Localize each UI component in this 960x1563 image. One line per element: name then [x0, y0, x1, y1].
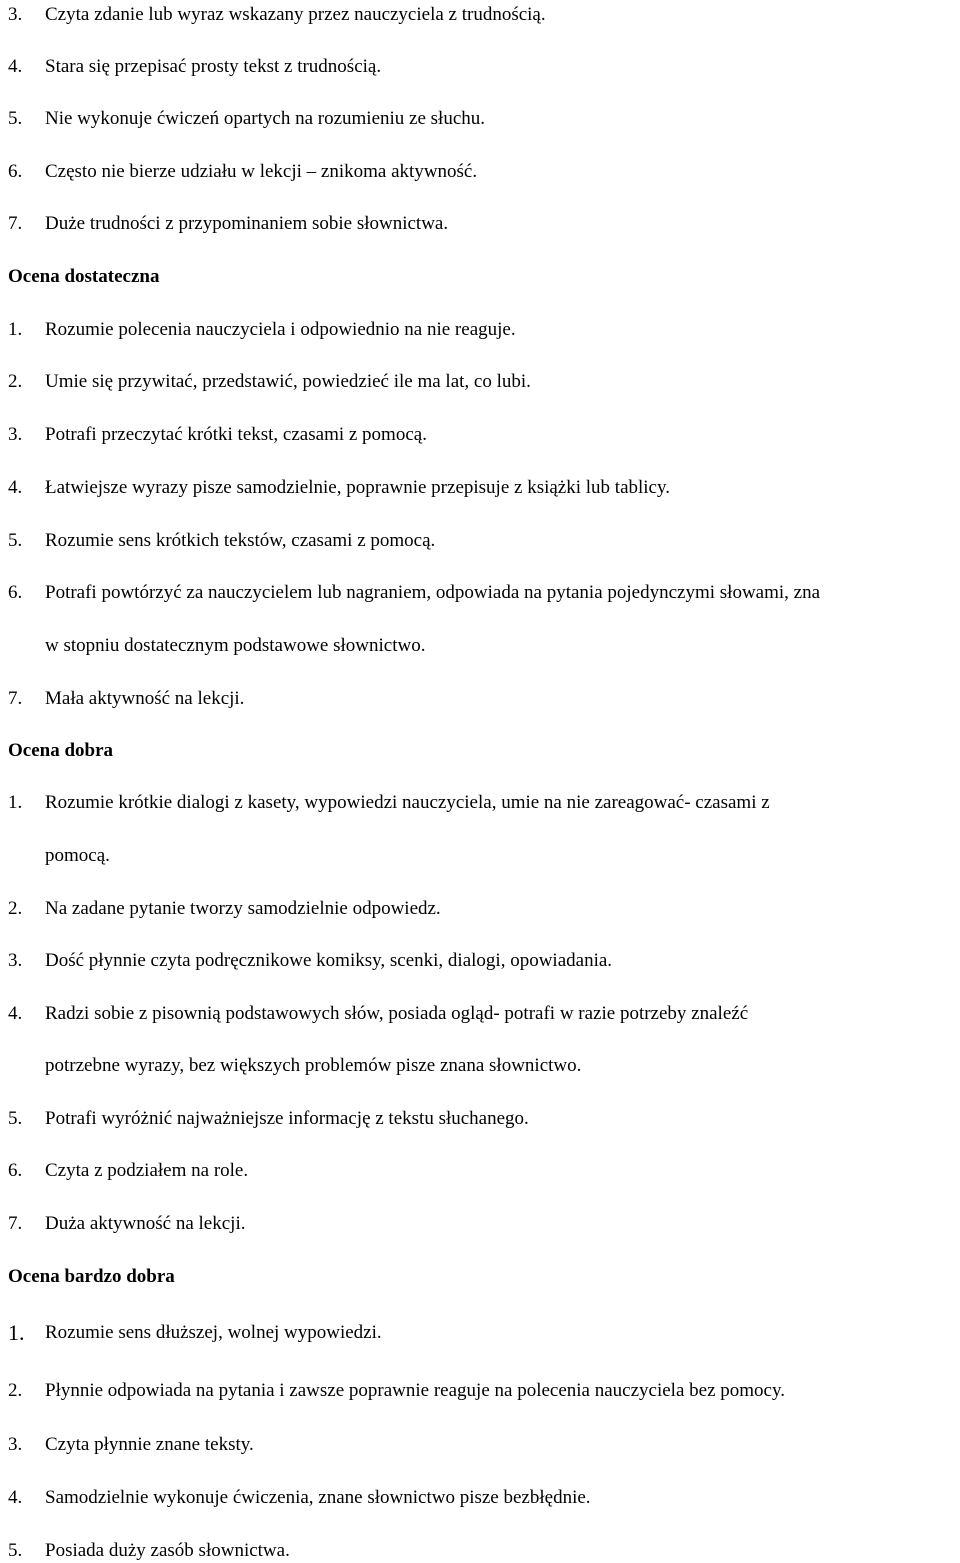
item-number: 3.	[8, 424, 23, 445]
item-number: 1.	[8, 792, 23, 813]
item-number: 3.	[8, 950, 23, 971]
item-text: Nie wykonuje ćwiczeń opartych na rozumieniu ze słuchu.	[45, 108, 486, 129]
item-text: Często nie bierze udziału w lekcji – znikoma aktywność.	[45, 161, 478, 182]
item-text: Stara się przepisać prosty tekst z trudnością.	[45, 56, 382, 77]
item-number: 4.	[8, 477, 23, 498]
item-text: Mała aktywność na lekcji.	[45, 688, 245, 709]
item-number: 4.	[8, 1487, 23, 1508]
item-text: Umie się przywitać, przedstawić, powiedzieć ile ma lat, co lubi.	[45, 371, 531, 392]
item-number: 5.	[8, 108, 23, 129]
item-number: 5.	[8, 1540, 23, 1561]
item-number: 7.	[8, 1213, 23, 1234]
item-text: Rozumie sens dłuższej, wolnej wypowiedzi.	[45, 1322, 382, 1343]
item-number: 2.	[8, 1380, 23, 1401]
item-text: Duża aktywność na lekcji.	[45, 1213, 246, 1234]
item-text: Czyta z podziałem na role.	[45, 1160, 249, 1181]
item-text: Posiada duży zasób słownictwa.	[45, 1540, 290, 1561]
item-number: 4.	[8, 1003, 23, 1024]
item-number: 1.	[8, 1320, 25, 1345]
item-text: Rozumie polecenia nauczyciela i odpowiednio na nie reaguje.	[45, 319, 516, 340]
item-text-continued: pomocą.	[45, 845, 110, 866]
item-number: 6.	[8, 582, 23, 603]
item-number: 6.	[8, 1160, 23, 1181]
item-number: 7.	[8, 688, 23, 709]
item-text: Łatwiejsze wyrazy pisze samodzielnie, poprawnie przepisuje z książki lub tablicy.	[45, 477, 671, 498]
item-text: Rozumie krótkie dialogi z kasety, wypowiedzi nauczyciela, umie na nie zareagować- czasami z	[45, 792, 770, 813]
item-number: 6.	[8, 161, 23, 182]
item-text: Na zadane pytanie tworzy samodzielnie odpowiedz.	[45, 898, 441, 919]
section-heading-dobra: Ocena dobra	[8, 740, 114, 761]
item-number: 1.	[8, 319, 23, 340]
item-text: Dość płynnie czyta podręcznikowe komiksy, scenki, dialogi, opowiadania.	[45, 950, 613, 971]
item-text: Potrafi przeczytać krótki tekst, czasami z pomocą.	[45, 424, 427, 445]
item-number: 2.	[8, 371, 23, 392]
item-text-continued: potrzebne wyrazy, bez większych problemów pisze znana słownictwo.	[45, 1055, 582, 1076]
item-text: Płynnie odpowiada na pytania i zawsze poprawnie reaguje na polecenia nauczyciela bez pomocy.	[45, 1380, 785, 1401]
item-text-continued: w stopniu dostatecznym podstawowe słownictwo.	[45, 635, 426, 656]
item-number: 5.	[8, 530, 23, 551]
item-text: Czyta płynnie znane teksty.	[45, 1434, 254, 1455]
item-text: Potrafi powtórzyć za nauczycielem lub nagraniem, odpowiada na pytania pojedynczymi słowami, zna	[45, 582, 821, 603]
item-number: 5.	[8, 1108, 23, 1129]
item-number: 4.	[8, 56, 23, 77]
section-heading-dostateczna: Ocena dostateczna	[8, 266, 160, 287]
item-number: 2.	[8, 898, 23, 919]
item-number: 3.	[8, 4, 23, 25]
item-text: Duże trudności z przypominaniem sobie słownictwa.	[45, 213, 449, 234]
item-text: Czyta zdanie lub wyraz wskazany przez nauczyciela z trudnością.	[45, 4, 546, 25]
item-text: Samodzielnie wykonuje ćwiczenia, znane słownictwo pisze bezbłędnie.	[45, 1487, 591, 1508]
item-text: Potrafi wyróżnić najważniejsze informację z tekstu słuchanego.	[45, 1108, 529, 1129]
item-text: Rozumie sens krótkich tekstów, czasami z pomocą.	[45, 530, 436, 551]
item-number: 7.	[8, 213, 23, 234]
section-heading-bardzo-dobra: Ocena bardzo dobra	[8, 1266, 175, 1287]
item-text: Radzi sobie z pisownią podstawowych słów, posiada ogląd- potrafi w razie potrzeby znaleźć	[45, 1003, 749, 1024]
item-number: 3.	[8, 1434, 23, 1455]
